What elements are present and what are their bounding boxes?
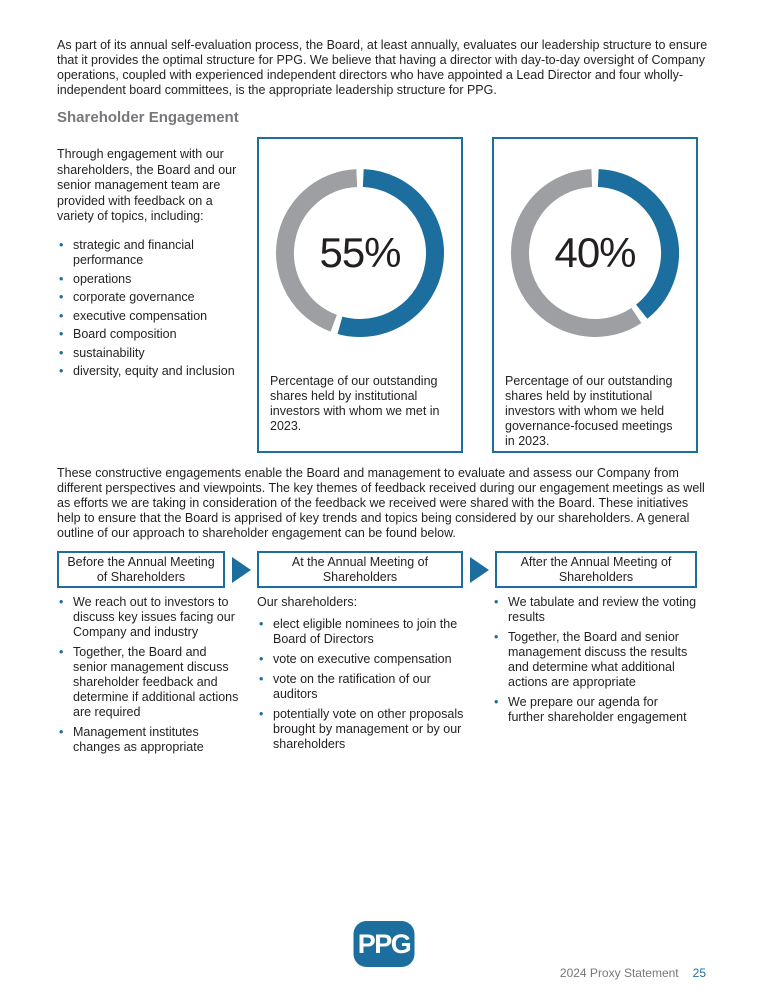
topic-item: • Board composition [57,327,250,343]
chart-caption: Percentage of our outstanding shares held by institutional investors with whom we met in 2023. [270,374,440,433]
ppg-logo [354,921,415,967]
timeline-stage-before-content [57,595,240,760]
timeline-stage-after-content [492,595,697,760]
chart-box-investors-met [257,137,463,453]
topic-item: • operations [57,272,250,288]
stage-bullet-item: • Together, the Board and senior management discuss the results and determine what additional actions are appropriate [492,630,697,690]
topic-item: • executive compensation [57,309,250,325]
arrow-gap [463,557,495,583]
intro-paragraph: As part of its annual self-evaluation process, the Board, at least annually, evaluates our leadership structure to ensure that it provides the optimal structure for PPG. We believe that having a director with day-to-day oversight of Company operations, coupled with experienced independent directors who have appointed a Lead Director and four wholly-independent board committees, is the appropriate leadership structure for PPG. [57,38,708,97]
engagement-text-column [57,137,250,383]
stage-bullets [57,595,240,755]
timeline-stage-after-title: After the Annual Meeting of Shareholders [495,551,697,588]
chart-caption: Percentage of our outstanding shares held by institutional investors with whom we held governance-focused meetings in 2023. [505,374,673,448]
post-paragraph: These constructive engagements enable the Board and management to evaluate and assess our Company from different perspectives and viewpoints. The key themes of feedback received during our engagement meetings as well as efforts we are taking in consideration of the feedback we received were shared with the Board. These initiatives help to ensure that the Board is apprised of key trends and topics being considered by our shareholders. A general outline of our approach to shareholder engagement can be found below. [57,466,705,540]
stage-intro: Our shareholders: [257,595,358,609]
stage-bullet-item: • vote on the ratification of our auditors [257,672,470,702]
footer-doc-title: 2024 Proxy Statement [559,966,679,980]
ppg-logo-text: PPG [357,928,411,959]
stage-bullet-item: • Management institutes changes as appropriate [57,725,240,755]
stage-bullets [492,595,697,725]
stage-bullet-item: • elect eligible nominees to join the Board of Directors [257,617,470,647]
page-footer [560,966,706,980]
donut-value-label: 40% [554,229,636,276]
arrow-right-icon [232,557,251,583]
donut-chart-investors-met [276,169,444,337]
timeline-body [57,595,697,760]
donut-value-label: 55% [319,229,401,276]
engagement-intro: Through engagement with our shareholders, the Board and our senior management team are provided with feedback on a variety of topics, including: [57,147,237,223]
topic-item: • corporate governance [57,290,250,306]
arrow-gap [225,557,257,583]
timeline-stage-during-content [257,595,470,760]
topics-list [57,238,250,380]
topic-item: • diversity, equity and inclusion [57,364,250,380]
topic-item: • sustainability [57,346,250,362]
footer-page-number: 25 [692,966,706,980]
chart-box-governance-meetings [492,137,698,453]
timeline-header [57,551,697,588]
timeline-stage-before-title: Before the Annual Meeting of Shareholders [57,551,225,588]
stage-bullet-item: • potentially vote on other proposals brought by management or by our shareholders [257,707,470,752]
stage-bullet-item: • vote on executive compensation [257,652,470,667]
stage-bullets [257,617,470,752]
arrow-right-icon [470,557,489,583]
stage-bullet-item: • We prepare our agenda for further shareholder engagement [492,695,697,725]
donut-chart-governance-meetings [511,169,679,337]
topic-item: • strategic and financial performance [57,238,250,269]
section-heading: Shareholder Engagement [57,109,239,126]
stage-bullet-item: • Together, the Board and senior management discuss shareholder feedback and determine if additional actions are required [57,645,240,720]
stage-bullet-item: • We tabulate and review the voting results [492,595,697,625]
timeline-stage-during-title: At the Annual Meeting of Shareholders [257,551,463,588]
stage-bullet-item: • We reach out to investors to discuss key issues facing our Company and industry [57,595,240,640]
engagement-section [57,137,715,453]
